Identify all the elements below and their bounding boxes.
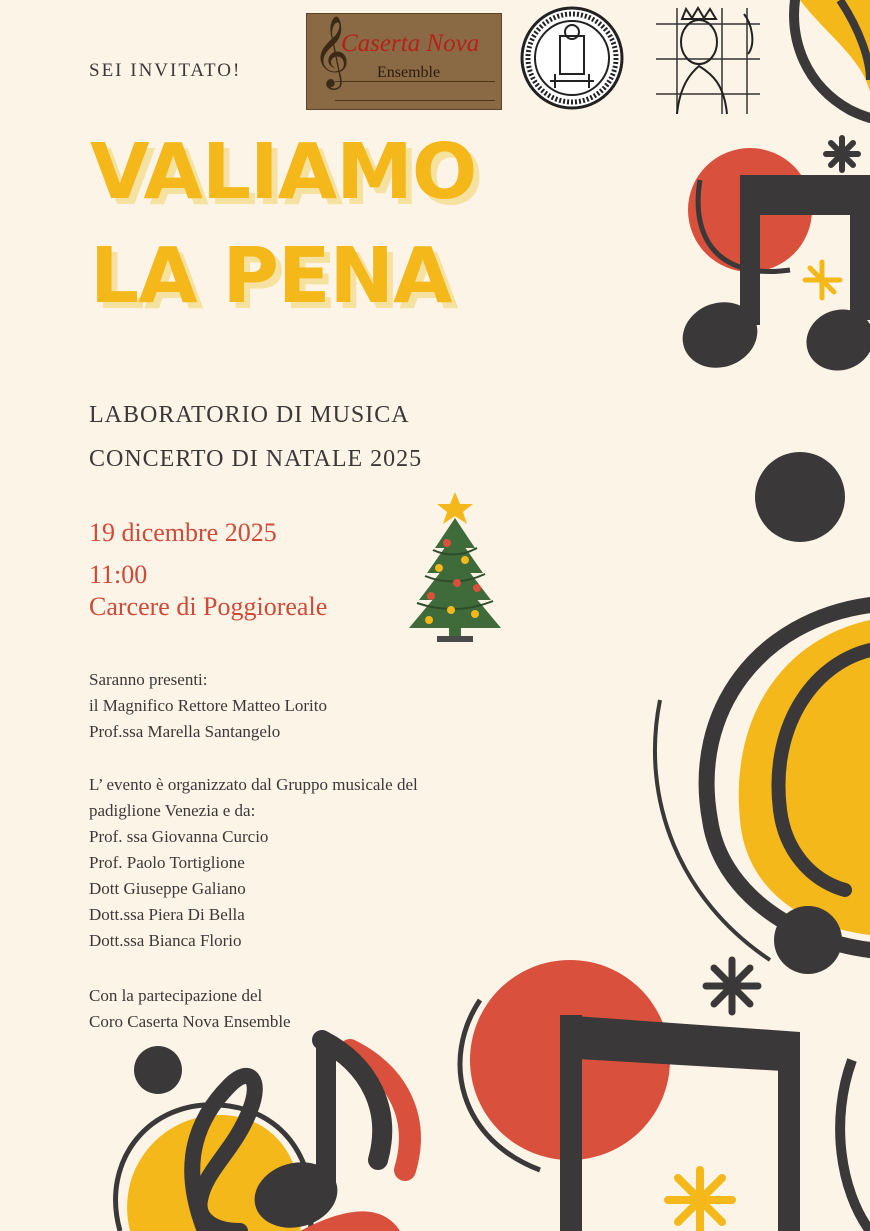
christmas-tree-icon bbox=[405, 488, 505, 644]
organizzato-line: Dott Giuseppe Galiano bbox=[89, 879, 246, 898]
organizzato-line: Prof. ssa Giovanna Curcio bbox=[89, 827, 269, 846]
caserta-nova-logo bbox=[306, 13, 502, 110]
dark-dot-clef bbox=[774, 906, 842, 974]
star-icon-dark-2 bbox=[706, 960, 758, 1012]
star-icon-yellow-1 bbox=[805, 262, 840, 298]
organizzato-line: Prof. Paolo Tortiglione bbox=[89, 853, 245, 872]
star-icon-yellow-2 bbox=[668, 1170, 732, 1231]
organizzato-line: Dott.ssa Piera Di Bella bbox=[89, 905, 245, 924]
event-time: 11:00 bbox=[89, 560, 148, 589]
organizzato-line: padiglione Venezia e da: bbox=[89, 801, 256, 820]
star-icon-dark-1 bbox=[826, 138, 858, 170]
organizzato-line: Dott.ssa Bianca Florio bbox=[89, 931, 242, 950]
dark-dot-small bbox=[134, 1046, 182, 1094]
subtitle-line-1: LABORATORIO DI MUSICA bbox=[89, 402, 410, 428]
presenti-line: Prof.ssa Marella Santangelo bbox=[89, 722, 281, 741]
partecipazione-line: Con la partecipazione del bbox=[89, 986, 263, 1005]
title-line-1: VALIAMO bbox=[90, 128, 477, 217]
partecipazione-block bbox=[89, 983, 291, 1035]
title-line-2: LA PENA bbox=[90, 232, 452, 321]
treble-clef-icon: 𝄞 bbox=[313, 14, 350, 87]
presenti-line: Saranno presenti: bbox=[89, 670, 208, 689]
invite-heading: SEI INVITATO! bbox=[89, 60, 242, 81]
dark-dot-large bbox=[755, 452, 845, 542]
emperor-portrait-sketch-icon bbox=[652, 4, 764, 116]
organizzato-block bbox=[89, 772, 418, 954]
presenti-line: il Magnifico Rettore Matteo Lorito bbox=[89, 696, 327, 715]
organizzato-line: L’ evento è organizzato dal Gruppo musicale del bbox=[89, 775, 418, 794]
presenti-block bbox=[89, 667, 327, 745]
partecipazione-line: Coro Caserta Nova Ensemble bbox=[89, 1012, 291, 1031]
subtitle-line-2: CONCERTO DI NATALE 2025 bbox=[89, 446, 423, 472]
logo-name-line1: Caserta Nova bbox=[341, 30, 480, 57]
logo-name-line2: Ensemble bbox=[377, 64, 441, 81]
event-date: 19 dicembre 2025 bbox=[89, 518, 277, 547]
event-place: Carcere di Poggioreale bbox=[89, 592, 328, 621]
university-seal-icon bbox=[515, 6, 629, 110]
